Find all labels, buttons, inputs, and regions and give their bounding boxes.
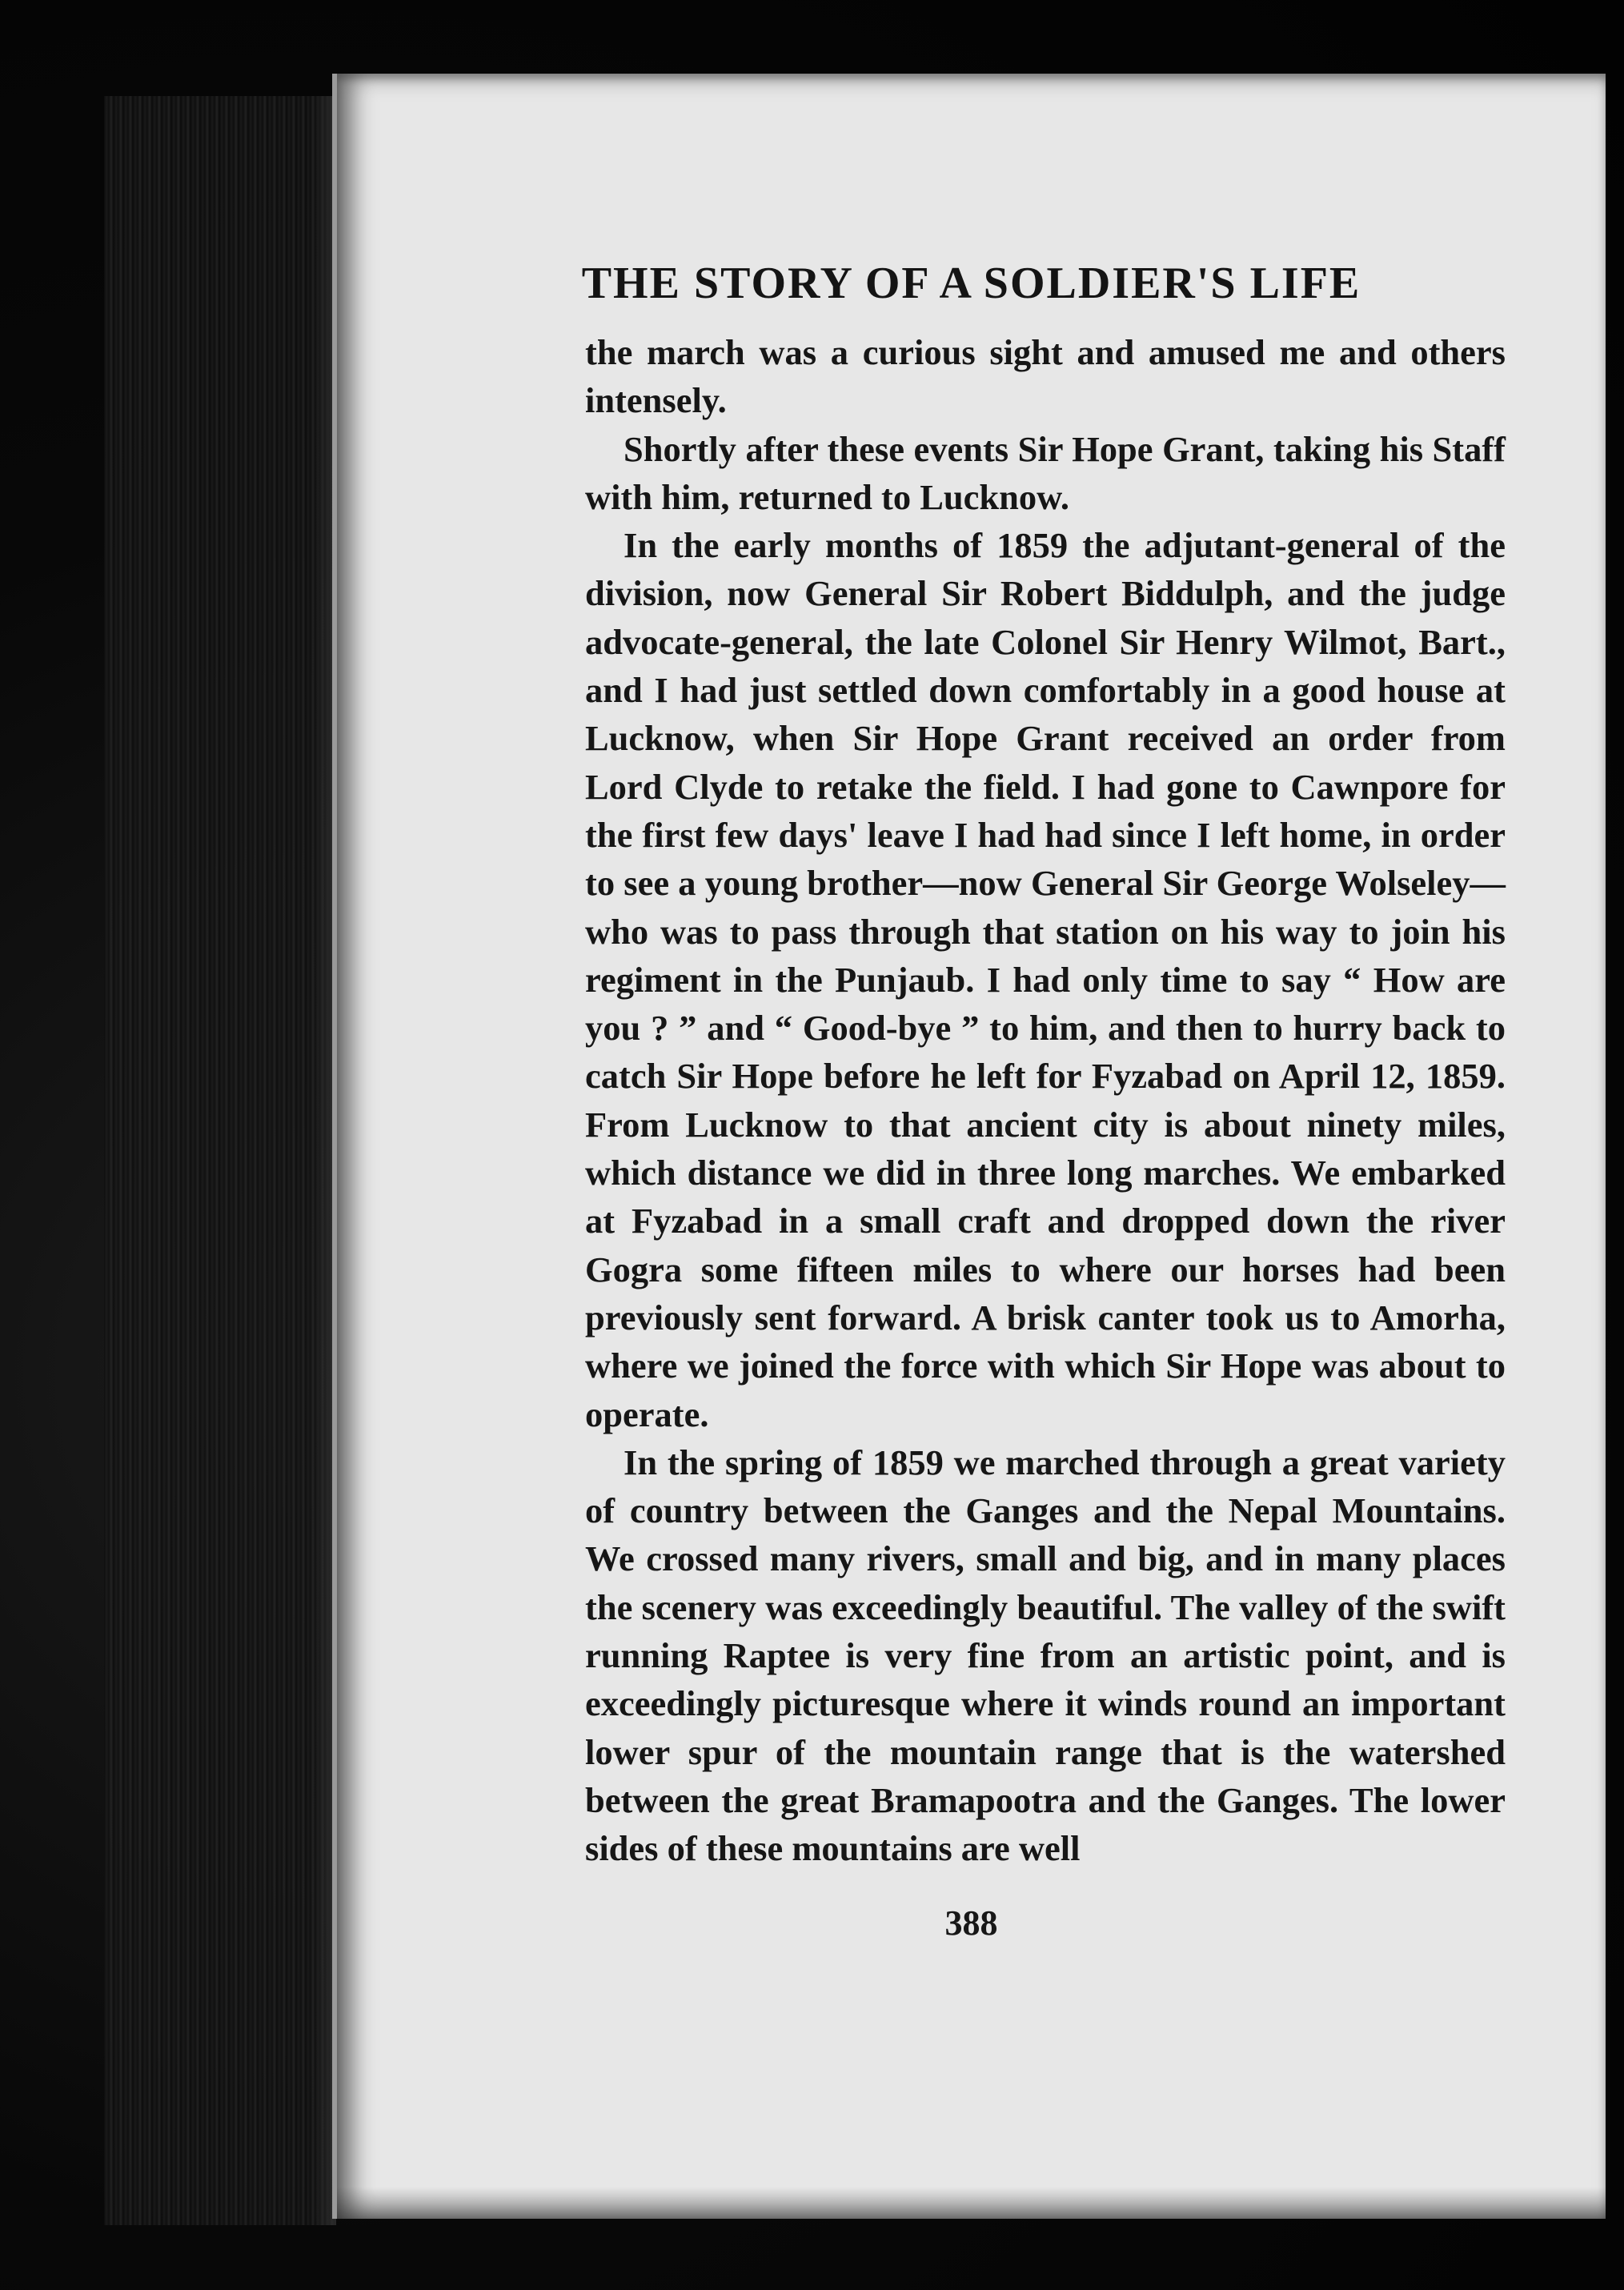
book-page-edges	[104, 96, 336, 2225]
page-number: 388	[944, 1903, 998, 1943]
paragraph: In the early months of 1859 the adjutant-general of the division, now General Sir Robert Biddulph, and the judge advocate-general, the late Colonel Sir Henry Wilmot, Bart., and I had just settled down comfortably in a good house at Lucknow, when Sir Hope Grant received an order from Lord Clyde to retake the field. I had gone to Cawnpore for the first few days' leave I had had since I left home, in order to see a young brother—now General Sir George Wolseley—who was to pass through that station on his way to join his regiment in the Punjaub. I had only time to say “ How are you ? ” and “ Good-bye ” to him, and then to hurry back to catch Sir Hope before he left for Fyzabad on April 12, 1859. From Lucknow to that ancient city is about ninety miles, which distance we did in three long marches. We embarked at Fyzabad in a small craft and dropped down the river Gogra some fifteen miles to where our horses had been previously sent forward. A brisk canter took us to Amorha, where we joined the force with which Sir Hope was about to operate.	[585, 525, 1506, 1434]
page-bottom-shadow	[337, 2187, 1606, 2219]
paragraph-continuation: the march was a curious sight and amused me and others intensely.	[585, 332, 1506, 421]
book-page	[332, 74, 1606, 2219]
paragraph: Shortly after these events Sir Hope Grant, taking his Staff with him, returned to Lucknow.	[585, 428, 1506, 517]
body-text	[585, 328, 1506, 1873]
running-head: THE STORY OF A SOLDIER'S LIFE	[581, 259, 1361, 308]
paragraph: In the spring of 1859 we marched through a great variety of country between the Ganges and the Nepal Mountains. We crossed many rivers, small and big, and in many places the scenery was exceedingly beautiful. The valley of the swift running Raptee is very fine from an artistic point, and is exceedingly picturesque where it winds round an important lower spur of the mountain range that is the watershed between the great Bramapootra and the Ganges. The lower sides of these mountains are well	[585, 1442, 1506, 1869]
